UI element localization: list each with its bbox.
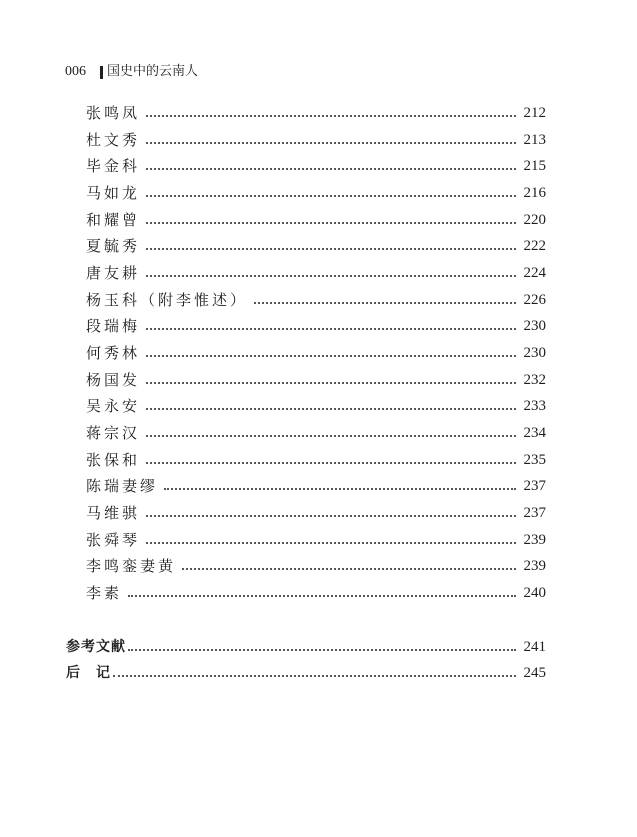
toc-entry-page: 232 — [523, 372, 546, 388]
toc-entry-page: 237 — [523, 478, 546, 494]
book-title: 国史中的云南人 — [107, 64, 199, 79]
toc-entry-title: 吴永安 — [86, 397, 141, 415]
dot-leader — [146, 408, 515, 410]
toc-entry-title: 杜文秀 — [86, 131, 141, 149]
dot-leader — [146, 542, 515, 544]
toc-entry-page: 241 — [523, 639, 546, 655]
dot-leader — [146, 248, 515, 250]
toc-entry-page: 224 — [523, 265, 546, 281]
toc-entry-title: 李素 — [86, 584, 123, 602]
toc-entry[interactable] — [86, 554, 546, 576]
dot-leader — [182, 568, 515, 570]
dot-leader — [146, 195, 515, 197]
toc-entry-title: 唐友耕 — [86, 264, 141, 282]
toc-entry-postscript[interactable] — [66, 661, 546, 683]
toc-entry-title: 段瑞梅 — [86, 317, 141, 335]
dot-leader — [254, 302, 515, 304]
toc-entry-title: 夏毓秀 — [86, 237, 141, 255]
toc-entry-page: 220 — [523, 212, 546, 228]
toc-entry-page: 235 — [523, 452, 546, 468]
dot-leader — [146, 462, 515, 464]
toc-entry[interactable] — [86, 448, 546, 470]
toc-entry-title: 毕金科 — [86, 157, 141, 175]
dot-leader — [146, 275, 515, 277]
toc-entry-page: 222 — [523, 238, 546, 254]
toc-entry-title: 马如龙 — [86, 184, 141, 202]
dot-leader — [113, 675, 516, 677]
toc-entry[interactable] — [86, 101, 546, 123]
dot-leader — [146, 115, 515, 117]
toc-entry-title: 张保和 — [86, 451, 141, 469]
running-header — [65, 63, 198, 81]
toc-entry[interactable] — [86, 314, 546, 336]
toc-entry-title: 杨玉科（附李惟述） — [86, 291, 249, 309]
dot-leader — [146, 435, 515, 437]
toc-entry-page: 239 — [523, 558, 546, 574]
toc-entry[interactable] — [86, 288, 546, 310]
toc-entry[interactable] — [86, 154, 546, 176]
toc-entry-page: 212 — [523, 105, 546, 121]
dot-leader — [146, 168, 515, 170]
toc-entry-page: 216 — [523, 185, 546, 201]
dot-leader — [146, 382, 515, 384]
toc-entry-page: 233 — [523, 398, 546, 414]
toc-entry-page: 226 — [523, 292, 546, 308]
toc-entry-page: 230 — [523, 318, 546, 334]
toc-entry-title: 后 记 — [66, 665, 111, 681]
toc-entry[interactable] — [86, 528, 546, 550]
toc-entry[interactable] — [86, 234, 546, 256]
toc-entry-page: 230 — [523, 345, 546, 361]
toc-entry-page: 213 — [523, 132, 546, 148]
dot-leader — [164, 488, 515, 490]
toc-entry[interactable] — [86, 128, 546, 150]
toc-entry-title: 李鸣銮妻黄 — [86, 557, 177, 575]
toc-entry[interactable] — [86, 474, 546, 496]
toc-entry-title: 张鸣凤 — [86, 104, 141, 122]
toc-entry-page: 245 — [523, 665, 546, 681]
page-number: 006 — [65, 64, 86, 79]
header-divider-bar — [100, 66, 103, 79]
toc-entry[interactable] — [86, 421, 546, 443]
dot-leader — [146, 355, 515, 357]
toc-entry-page: 215 — [523, 158, 546, 174]
toc-entry[interactable] — [86, 208, 546, 230]
toc-entry-references[interactable] — [66, 635, 546, 657]
toc-entry-title: 蒋宗汉 — [86, 424, 141, 442]
toc-entry[interactable] — [86, 394, 546, 416]
toc-entry-page: 237 — [523, 505, 546, 521]
dot-leader — [146, 142, 515, 144]
dot-leader — [146, 515, 515, 517]
toc-entry[interactable] — [86, 501, 546, 523]
toc-entry-title: 张舜琴 — [86, 531, 141, 549]
toc-entry-page: 239 — [523, 532, 546, 548]
toc-entry[interactable] — [86, 341, 546, 363]
dot-leader — [128, 595, 515, 597]
toc-entry-title: 杨国发 — [86, 371, 141, 389]
dot-leader — [128, 649, 516, 651]
toc-entry-title: 和耀曾 — [86, 211, 141, 229]
toc-entry[interactable] — [86, 581, 546, 603]
toc-entry[interactable] — [86, 368, 546, 390]
toc-entry-page: 234 — [523, 425, 546, 441]
dot-leader — [146, 328, 515, 330]
toc-entry-title: 何秀林 — [86, 344, 141, 362]
toc-entry[interactable] — [86, 181, 546, 203]
toc-entry[interactable] — [86, 261, 546, 283]
toc-entry-title: 参考文献 — [66, 639, 126, 655]
toc-entry-title: 马维骐 — [86, 504, 141, 522]
dot-leader — [146, 222, 515, 224]
toc-entry-page: 240 — [523, 585, 546, 601]
toc-entry-title: 陈瑞妻缪 — [86, 477, 159, 495]
